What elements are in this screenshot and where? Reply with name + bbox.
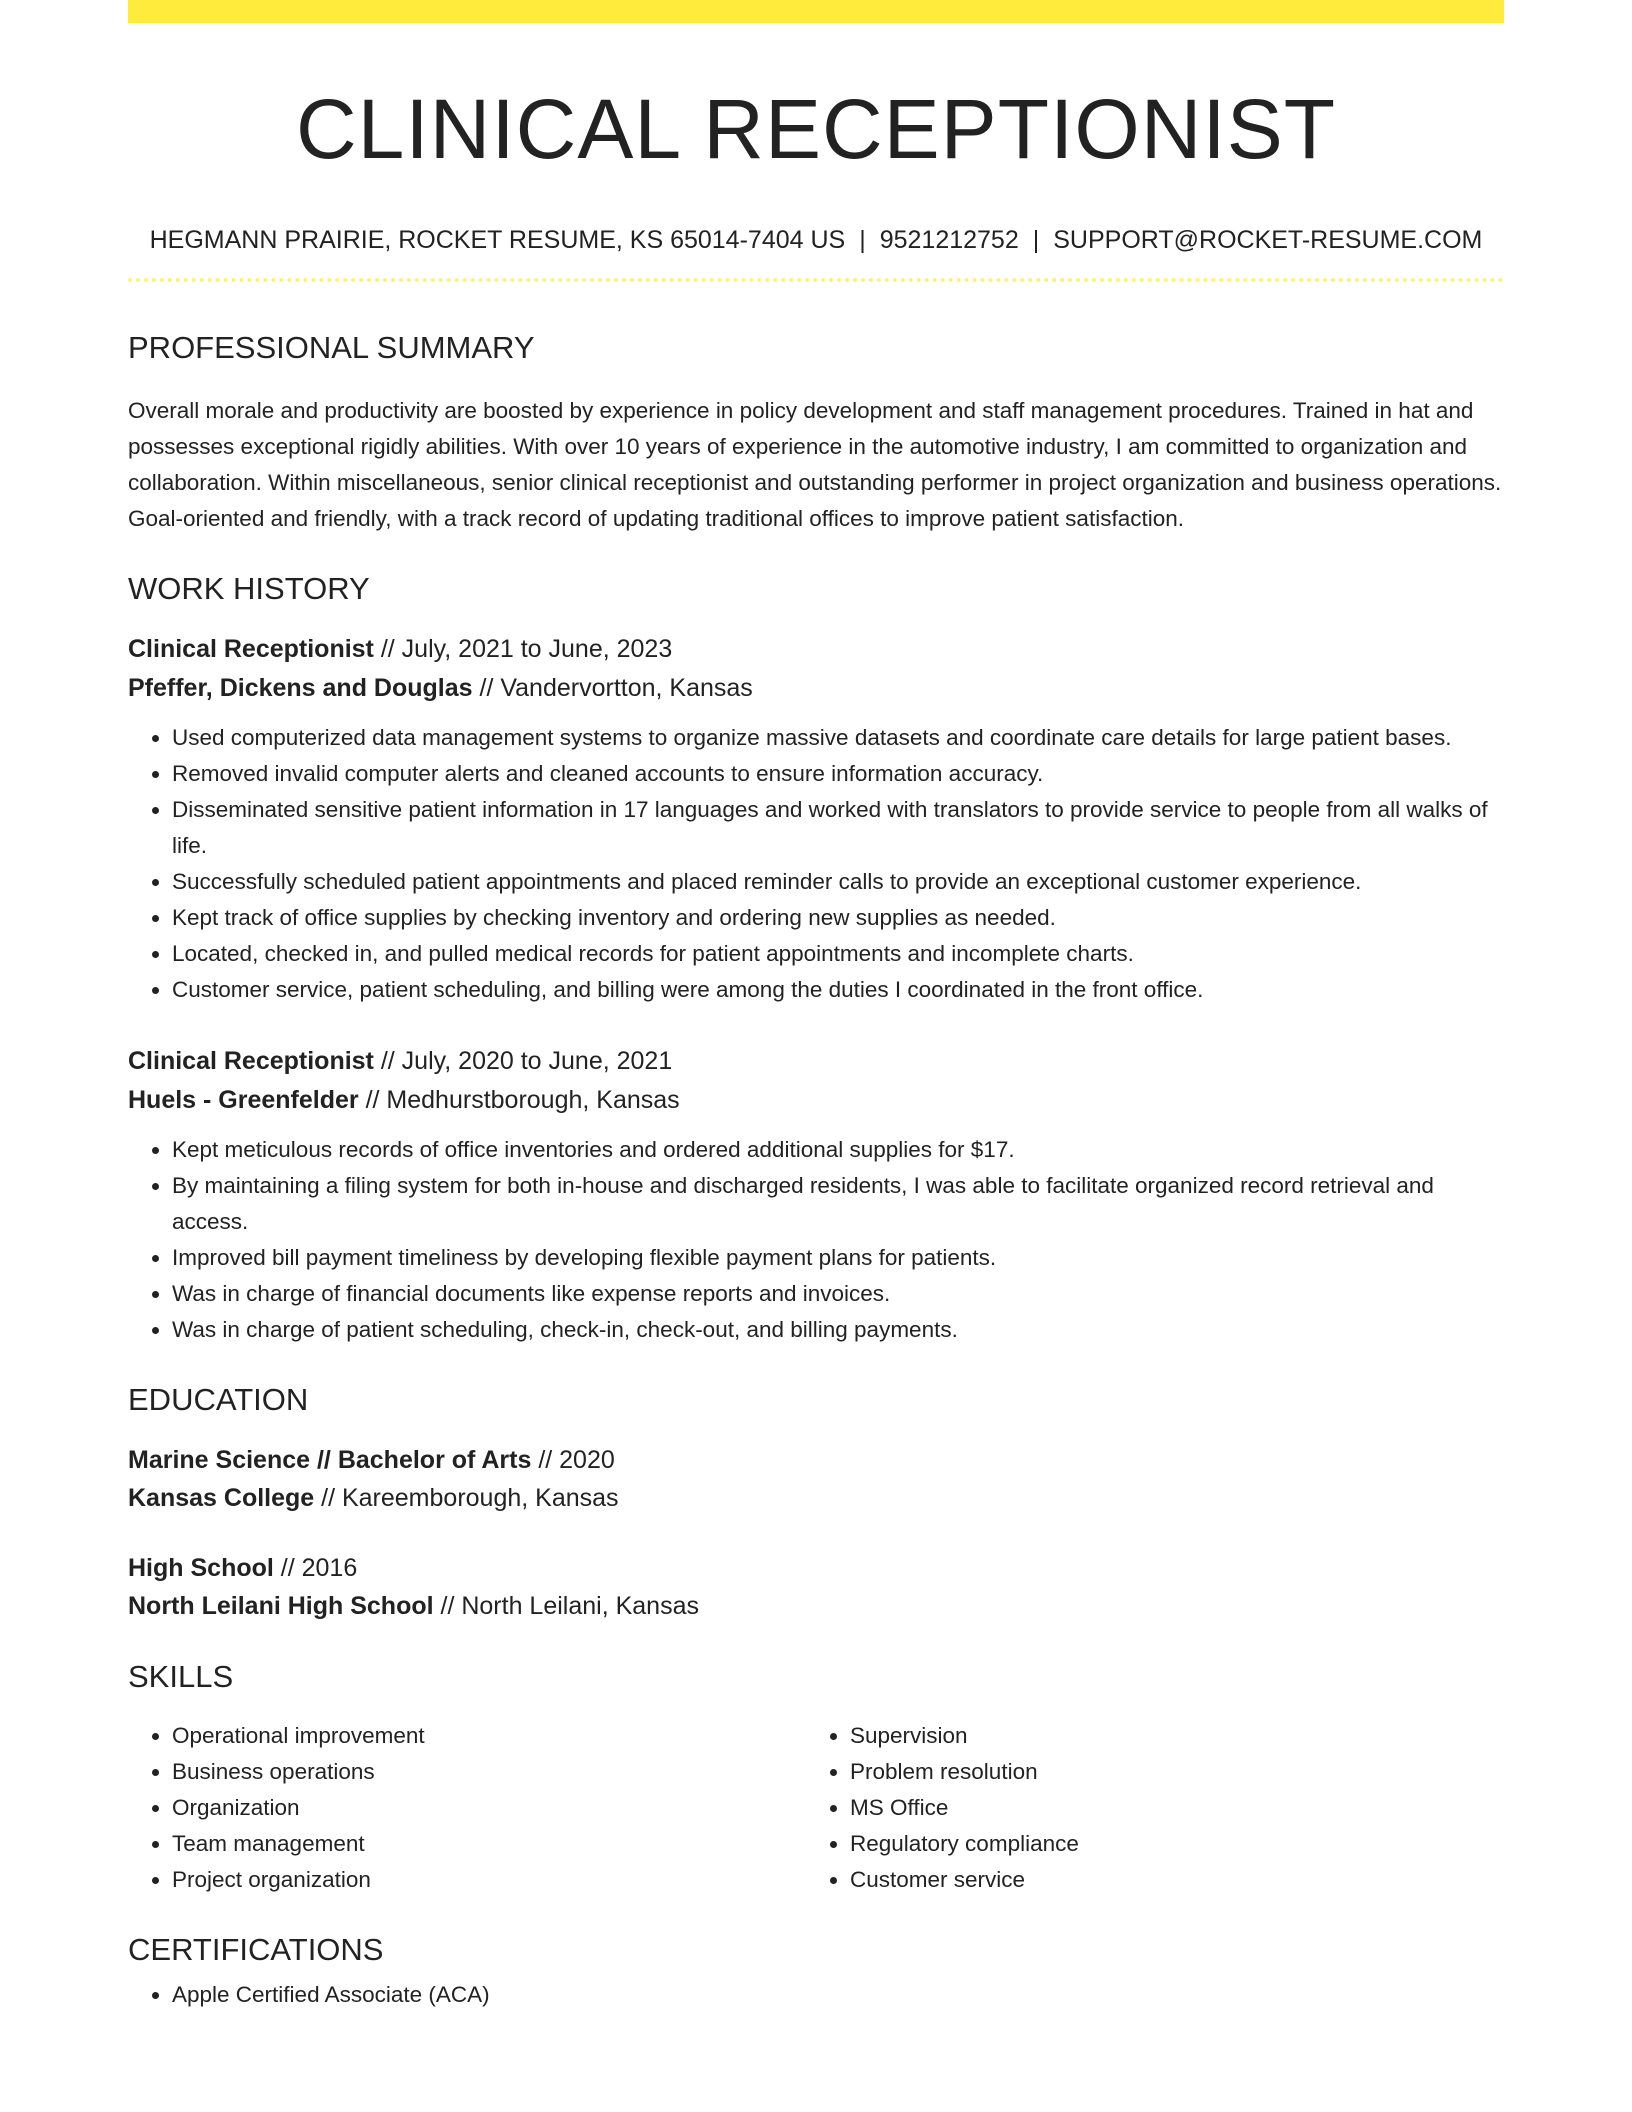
education-school: Kansas College xyxy=(128,1484,315,1512)
contact-email[interactable]: SUPPORT@ROCKET-RESUME.COM xyxy=(1053,226,1483,254)
education-degree: High School xyxy=(128,1554,274,1582)
dotted-divider xyxy=(128,278,1504,282)
certifications-heading: CERTIFICATIONS xyxy=(128,1932,384,1967)
skills-columns xyxy=(128,1718,1504,1898)
job-bullet: • Successfully scheduled patient appointments and placed reminder calls to provide an exceptional customer experience. xyxy=(172,864,1504,900)
skill-item: • Problem resolution xyxy=(850,1754,1484,1790)
job-bullet: • Disseminated sensitive patient information in 17 languages and worked with translators to provide service to people from all walks of life. xyxy=(172,792,1504,864)
education-degree-line xyxy=(128,1549,1504,1587)
job-bullets xyxy=(128,720,1504,1008)
skill-item: • Organization xyxy=(172,1790,806,1826)
education-school-line xyxy=(128,1479,1504,1517)
education-school: North Leilani High School xyxy=(128,1592,434,1620)
job-bullet: • Kept meticulous records of office inventories and ordered additional supplies for $17. xyxy=(172,1132,1504,1168)
skill-item: • Team management xyxy=(172,1826,806,1862)
education-location: // North Leilani, Kansas xyxy=(433,1592,699,1620)
job-company-line xyxy=(128,1081,1504,1120)
education-entry xyxy=(128,1549,1504,1625)
contact-address: HEGMANN PRAIRIE, ROCKET RESUME, KS 65014-7404 US xyxy=(149,226,846,254)
skill-item: • Regulatory compliance xyxy=(850,1826,1484,1862)
summary-text: Overall morale and productivity are boosted by experience in policy development and staff management procedures. Trained in hat and possesses exceptional rigidly abilities. With over 10 years of experience in the automotive industry, I am committed to organization and collaboration. Within miscellaneous, senior clinical receptionist and outstanding performer in project organization and business operations. Goal-oriented and friendly, with a track record of updating traditional offices to improve patient satisfaction. xyxy=(128,398,1502,531)
education-degree-line xyxy=(128,1441,1504,1479)
job-company: Pfeffer, Dickens and Douglas xyxy=(128,674,473,702)
resume-title: CLINICAL RECEPTIONIST xyxy=(295,82,1337,176)
job-bullet: • Was in charge of patient scheduling, check-in, check-out, and billing payments. xyxy=(172,1312,1504,1348)
job-role: Clinical Receptionist xyxy=(128,635,374,663)
job-entry xyxy=(128,1042,1504,1348)
resume-page xyxy=(128,0,1504,2013)
job-bullet: • Customer service, patient scheduling, and billing were among the duties I coordinated in the front office. xyxy=(172,972,1504,1008)
job-bullet: • Used computerized data management systems to organize massive datasets and coordinate care details for large patient bases. xyxy=(172,720,1504,756)
job-bullet: • By maintaining a filing system for both in-house and discharged residents, I was able to facilitate organized record retrieval and access. xyxy=(172,1168,1504,1240)
skills-right-list xyxy=(806,1718,1484,1898)
certification-item: • Apple Certified Associate (ACA) xyxy=(172,1977,1504,2013)
job-bullets xyxy=(128,1132,1504,1348)
job-bullet: • Located, checked in, and pulled medical records for patient appointments and incomplete charts. xyxy=(172,936,1504,972)
job-title-line xyxy=(128,1042,1504,1081)
skills-heading: SKILLS xyxy=(128,1659,234,1694)
skill-item: • MS Office xyxy=(850,1790,1484,1826)
job-role: Clinical Receptionist xyxy=(128,1047,374,1075)
job-bullet: • Was in charge of financial documents like expense reports and invoices. xyxy=(172,1276,1504,1312)
accent-bar xyxy=(128,0,1504,23)
education-degree: Marine Science // Bachelor of Arts xyxy=(128,1446,532,1474)
contact-separator: | xyxy=(1032,226,1040,254)
job-title-line xyxy=(128,630,1504,669)
work-history-heading: WORK HISTORY xyxy=(128,571,370,606)
contact-line xyxy=(128,228,1504,253)
contact-separator: | xyxy=(859,226,866,254)
job-bullet: • Improved bill payment timeliness by developing flexible payment plans for patients. xyxy=(172,1240,1504,1276)
skill-item: • Project organization xyxy=(172,1862,806,1898)
job-company-line xyxy=(128,669,1504,708)
education-entry xyxy=(128,1441,1504,1517)
job-company: Huels - Greenfelder xyxy=(128,1086,359,1114)
skills-left-list xyxy=(128,1718,806,1898)
job-location: // Medhurstborough, Kansas xyxy=(358,1086,680,1114)
certifications-list xyxy=(128,1977,1504,2013)
education-year: // 2016 xyxy=(273,1554,358,1582)
education-location: // Kareemborough, Kansas xyxy=(314,1484,619,1512)
education-school-line xyxy=(128,1587,1504,1625)
job-entry xyxy=(128,630,1504,1008)
skill-item: • Supervision xyxy=(850,1718,1484,1754)
job-dates: // July, 2021 to June, 2023 xyxy=(373,635,673,663)
skill-item: • Operational improvement xyxy=(172,1718,806,1754)
education-heading: EDUCATION xyxy=(128,1382,309,1417)
job-bullet: • Removed invalid computer alerts and cleaned accounts to ensure information accuracy. xyxy=(172,756,1504,792)
skill-item: • Customer service xyxy=(850,1862,1484,1898)
job-dates: // July, 2020 to June, 2021 xyxy=(373,1047,673,1075)
contact-phone: 9521212752 xyxy=(879,226,1019,254)
job-bullet: • Kept track of office supplies by checking inventory and ordering new supplies as needed. xyxy=(172,900,1504,936)
summary-heading: PROFESSIONAL SUMMARY xyxy=(128,330,535,365)
skill-item: • Business operations xyxy=(172,1754,806,1790)
job-location: // Vandervortton, Kansas xyxy=(472,674,753,702)
education-year: // 2020 xyxy=(531,1446,615,1474)
